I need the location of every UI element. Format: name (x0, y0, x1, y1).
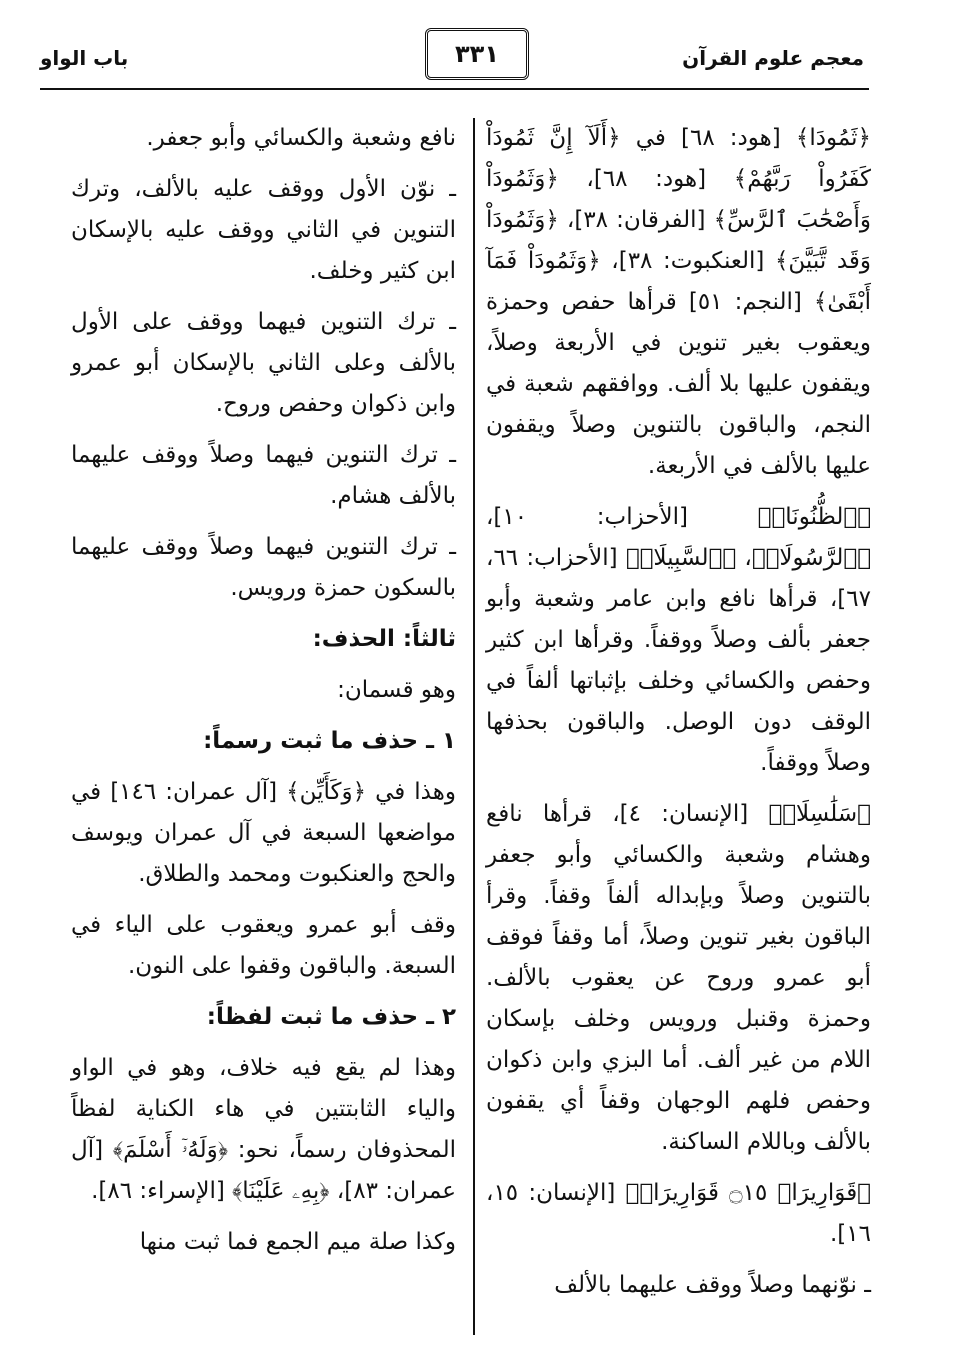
right-column (486, 118, 871, 1316)
page-number-frame (425, 28, 529, 80)
paragraph: ﴿قَوَارِيرَا۠ ۝١٥ قَوَارِيرَا۠﴾ [الإنسان: ١٥، ١٦]. (486, 1180, 871, 1247)
paragraph: وهذا في ﴿وَكَأَيِّن﴾ [آل عمران: ١٤٦] في مواضعها السبعة في آل عمران ويوسف والحج والعنكبوت ومحمد والطلاق. (71, 779, 456, 887)
paragraph: ـ نوّنهما وصلاً ووقف عليهما بالألف (554, 1272, 871, 1298)
paragraph: نافع وشعبة والكسائي وأبو جعفر. (146, 125, 456, 151)
book-title: معجم علوم القرآن (682, 46, 864, 70)
subsection-heading: ٢ ـ حذف ما ثبت لفظاً: (206, 1004, 456, 1030)
column-divider (473, 118, 475, 1335)
paragraph: ﴿ثَمُودَا﴾ [هود: ٦٨] في ﴿أَلَآ إِنَّ ثَمُودَاْ كَفَرُواْ رَبَّهُمْ﴾ [هود: ٦٨]، ﴿وَثَمُودَاْ وَأَصْحَٰبَ ٱلرَّسِّ﴾ [الفرقان: ٣٨]، ﴿وَثَمُودَاْ وَقَد تَّبَيَّنَ﴾ [العنكبوت: ٣٨]، ﴿وَثَمُودَاْ فَمَآ أَبْقَىٰ﴾ [النجم: ٥١] قرأها حفص وحمزة ويعقوب بغير تنوين في الأربعة وصلاً، ويقفون عليها بلا ألف. ووافقهم شعبة في النجم، والباقون بالتنوين وصلاً ويقفون عليها بالألف في الأربعة. (486, 125, 872, 479)
paragraph: ﴿ٱلظُّنُونَا۠﴾ [الأحزاب: ١٠]، ﴿ٱلرَّسُولَا۠﴾، ﴿ٱلسَّبِيلَا۠﴾ [الأحزاب: ٦٦، ٦٧]، قرأها نافع وابن عامر وشعبة وأبو جعفر بألف وصلاً ووقفاً. وقرأها ابن كثير وحفص والكسائي وخلف بإثباتها ألفاً في الوقف دون الوصل. والباقون بحذفها وصلاً ووقفاً. (486, 504, 871, 776)
paragraph: وهو قسمان: (337, 677, 456, 703)
subsection-heading: ١ ـ حذف ما ثبت رسماً: (203, 728, 456, 754)
paragraph: ـ ترك التنوين فيهما وصلاً ووقف عليهما بالألف هشام. (71, 442, 456, 509)
paragraph: ـ ترك التنوين فيهما وصلاً ووقف عليهما بالسكون حمزة ورويس. (71, 534, 456, 601)
section-heading: ثالثاً: الحذف: (312, 626, 456, 652)
paragraph: ـ ترك التنوين فيهما ووقف على الأول بالألف وعلى الثاني بالإسكان أبو عمرو وابن ذكوان وحفص وروح. (71, 309, 456, 417)
paragraph: وقف أبو عمرو ويعقوب على الياء في السبعة. والباقون وقفوا على النون. (71, 912, 456, 979)
page-number: ٣٣١ (455, 40, 499, 68)
paragraph: ـ نوّن الأول ووقف عليه بالألف، وترك التنوين في الثاني ووقف عليه بالإسكان ابن كثير وخلف. (71, 176, 456, 284)
paragraph: ﴿سَلَٰسِلَا۠﴾ [الإنسان: ٤]، قرأها نافع وهشام وشعبة والكسائي وأبو جعفر بالتنوين وصلاً وبإبداله ألفاً وقفاً. وقرأ الباقون بغير تنوين وصلاً، أما وقفاً فوقف أبو عمرو وروح عن يعقوب بالألف. وحمزة وقنبل ورويس وخلف بإسكان اللام من غير ألف. أما البزي وابن ذكوان وحفص فلهم الوجهان وقفاً أي يقفون بالألف وباللام الساكنة. (486, 801, 871, 1155)
left-column (71, 118, 456, 1273)
header-rule (40, 88, 869, 90)
chapter-title: باب الواو (40, 46, 129, 70)
paragraph: وكذا صلة ميم الجمع فما ثبت منها (139, 1229, 456, 1255)
paragraph: وهذا لم يقع فيه خلاف، وهو في الواو والياء الثابتتين في هاء الكناية لفظاً المحذوفان رسماً، نحو: ﴿وَلَهُۥٓ أَسْلَمَ﴾ [آل عمران: ٨٣]، ﴿بِهِۦ عَلَيْنَا﴾ [الإسراء: ٨٦]. (71, 1055, 456, 1204)
